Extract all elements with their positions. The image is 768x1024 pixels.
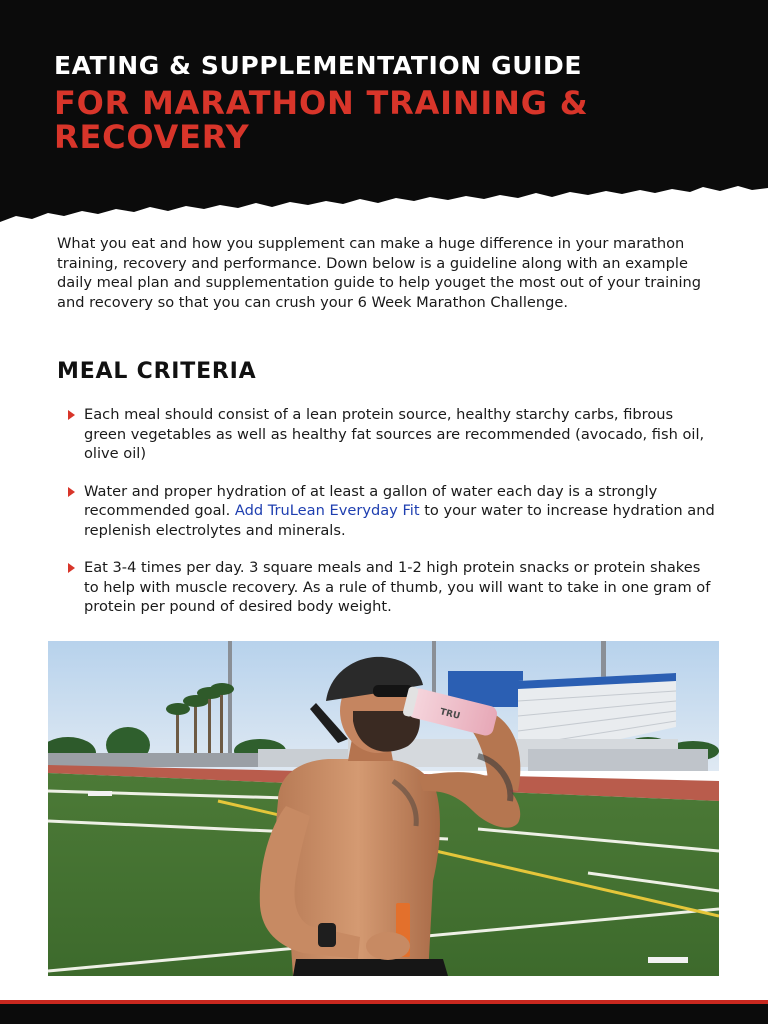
caret-right-icon <box>68 487 75 497</box>
header-banner <box>0 0 768 230</box>
trulean-everyday-fit-link[interactable]: Add TruLean Everyday Fit <box>234 502 420 519</box>
list-item <box>66 482 716 541</box>
list-item-text: to your water to increase hydration and replenish electrolytes and minerals. <box>84 502 715 539</box>
guide-title: EATING & SUPPLEMENTATION GUIDE <box>54 51 583 80</box>
caret-right-icon <box>68 563 75 573</box>
list-item <box>66 558 716 617</box>
list-item <box>66 405 716 464</box>
caret-right-icon <box>68 410 75 420</box>
athlete-photo <box>48 641 719 976</box>
footer-bar <box>0 1004 768 1024</box>
list-item-text: Eat 3-4 times per day. 3 square meals and 1-2 high protein snacks or protein shakes to help with muscle recovery. As a rule of thumb, you will want to take in one gram of protein per pound of desired body weight. <box>84 559 711 615</box>
meal-criteria-heading: MEAL CRITERIA <box>57 359 257 384</box>
list-item-text: Each meal should consist of a lean protein source, healthy starchy carbs, fibrous green vegetables as well as healthy fat sources are recommended (avocado, fish oil, olive oil) <box>84 406 705 462</box>
stadium-illustration <box>48 641 719 976</box>
guide-subtitle: FOR MARATHON TRAINING & RECOVERY <box>54 84 589 156</box>
bottle-brand-label: TRU <box>438 707 461 722</box>
meal-criteria-list <box>66 405 716 617</box>
list-item-text: Water and proper hydration of at least a gallon of water each day is a strongly recommended goal. <box>84 482 658 519</box>
intro-paragraph: What you eat and how you supplement can make a huge difference in your marathon training, recovery and performance. Down below is a guideline along with an example daily meal plan and supplementation guide to help youget the most out of your training and recovery so that you can crush your 6 Week Marathon Challenge. <box>57 235 702 311</box>
